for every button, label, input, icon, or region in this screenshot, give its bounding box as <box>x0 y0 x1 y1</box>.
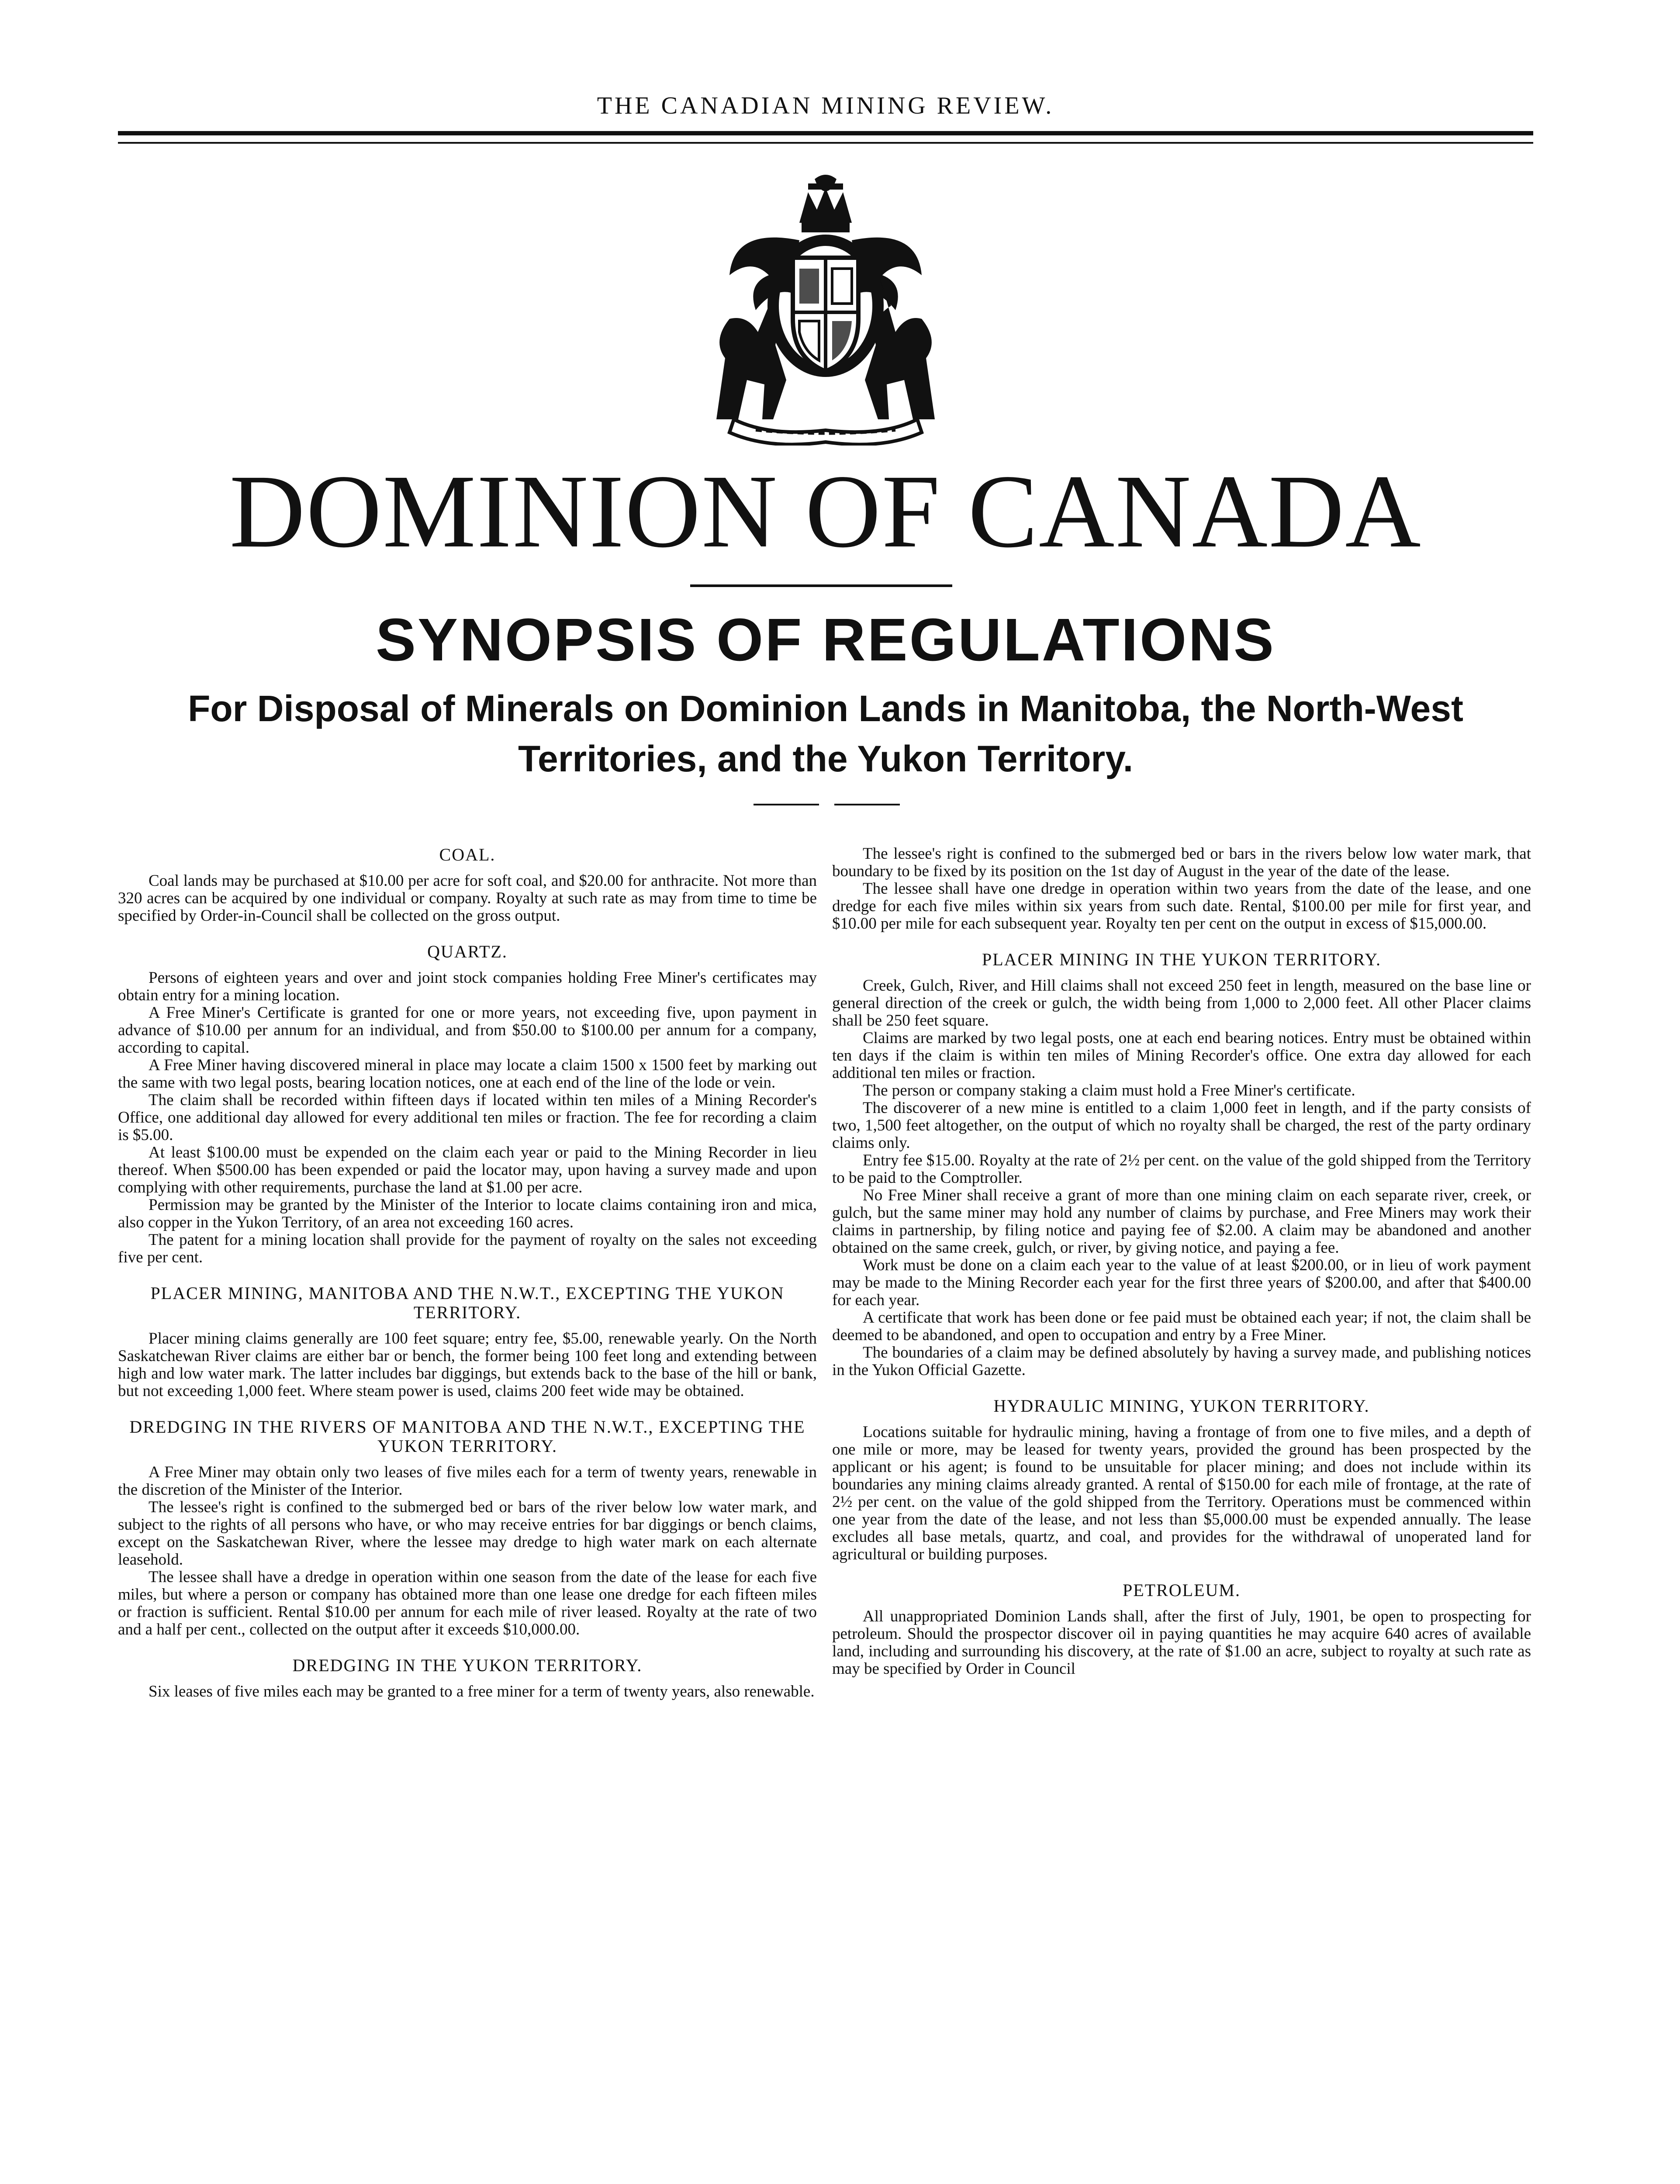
left-column <box>118 845 817 1700</box>
section-paragraph: The lessee shall have one dredge in operation within two years from the date of the lease, and one dredge for each five miles within six years from such date. Rental, $100.00 per mile for first year, and $10.00 per mile for each subsequent year. Royalty ten per cent on the output in excess of $15,000.00. <box>832 880 1531 933</box>
page-title: DOMINION OF CANADA <box>229 453 1422 569</box>
title-divider <box>690 584 952 587</box>
section-paragraph: A certificate that work has been done or fee paid must be obtained each year; if not, the claim shall be deemed to be abandoned, and open to occupation and entry by a Free Miner. <box>832 1309 1531 1344</box>
running-head: THE CANADIAN MINING REVIEW. <box>597 92 1054 119</box>
section-paragraph: A Free Miner having discovered mineral in place may locate a claim 1500 x 1500 feet by marking out the same with two legal posts, bearing location notices, one at each end of the line of the lode or vein. <box>118 1056 817 1092</box>
section-heading: COAL. <box>439 845 496 864</box>
right-column <box>832 845 1531 1678</box>
section-paragraph: The discoverer of a new mine is entitled to a claim 1,000 feet in length, and if the party consists of two, 1,500 feet altogether, on the output of which no royalty shall be charged, the rest of the party ordinary claims only. <box>832 1099 1531 1152</box>
section-paragraph: A Free Miner's Certificate is granted for one or more years, not exceeding five, upon payment in advance of $10.00 per annum for an individual, and from $50.00 to $100.00 per annum for a company, according to capital. <box>118 1004 817 1057</box>
section-paragraph: The patent for a mining location shall provide for the payment of royalty on the sales not exceeding five per cent. <box>118 1231 817 1266</box>
section-paragraph: The lessee shall have a dredge in operation within one season from the date of the lease for each five miles, but where a person or company has obtained more than one lease one dredge for each fifteen miles or fraction is sufficient. Rental $10.00 per annum for each mile of river leased. Royalty at the rate of two and a half per cent., collected on the output after it exceeds $10,000.00. <box>118 1568 817 1638</box>
section-heading: PLACER MINING, MANITOBA AND THE N.W.T., EXCEPTING THE YUKON TERRITORY. <box>150 1283 785 1322</box>
divider-right <box>834 804 900 805</box>
section-paragraph: The lessee's right is confined to the submerged bed or bars of the river below low water mark, and subject to the rights of all persons who have, or who may receive entries for bar diggings or bench claims, except on the Saskatchewan River, where the lessee may dredge to high water mark on each alternate leasehold. <box>118 1498 817 1569</box>
subtitle: SYNOPSIS OF REGULATIONS <box>376 606 1276 674</box>
section-paragraph: Work must be done on a claim each year to the value of at least $200.00, or in lieu of work payment may be made to the Mining Recorder each year for the first three years of $200.00, and after that $400.00 for each year. <box>832 1256 1531 1309</box>
section-paragraph: Coal lands may be purchased at $10.00 per acre for soft coal, and $20.00 for anthracite. Not more than 320 acres can be acquired by one individual or company. Royalty at such rate as may from time to time be specified by Order-in-Council shall be collected on the gross output. <box>118 872 817 925</box>
section-paragraph: Persons of eighteen years and over and joint stock companies holding Free Miner's certificates may obtain entry for a mining location. <box>118 969 817 1004</box>
section-heading: PETROLEUM. <box>1123 1580 1241 1600</box>
divider-left <box>754 804 819 805</box>
section-heading: DREDGING IN THE YUKON TERRITORY. <box>292 1655 643 1675</box>
royal-coat-of-arms-icon <box>681 175 970 446</box>
section-paragraph: Locations suitable for hydraulic mining, having a frontage of from one to five miles, and a depth of one mile or more, may be leased for twenty years, provided the ground has been prospected by the applicant or his agent; is found to be unsuitable for placer mining; and does not include within its boundaries any mining claims already granted. A rental of $150.00 for each mile of frontage, at the rate of 2½ per cent. on the value of the gold shipped from the Territory. Operations must be commenced within one year from the date of the lease, and not less than $5,000.00 must be expended annually. The lease excludes all base metals, quartz, and coal, and provides for the withdrawal of unoperated land for agricultural or building purposes. <box>832 1423 1531 1563</box>
section-paragraph: At least $100.00 must be expended on the claim each year or paid to the Mining Recorder in lieu thereof. When $500.00 has been expended or paid the locator may, upon having a survey made and upon complying with other requirements, purchase the land at $1.00 per acre. <box>118 1144 817 1196</box>
header-rule-thin <box>118 142 1533 144</box>
section-heading: HYDRAULIC MINING, YUKON TERRITORY. <box>993 1396 1370 1416</box>
header-rule-thick <box>118 131 1533 135</box>
section-paragraph: The lessee's right is confined to the submerged bed or bars in the rivers below low water mark, that boundary to be fixed by its position on the 1st day of August in the year of the date of the lease. <box>832 845 1531 880</box>
section-paragraph: No Free Miner shall receive a grant of more than one mining claim on each separate river, creek, or gulch, but the same miner may hold any number of claims by purchase, and Free Miners may work their claims in partnership, by filing notice and paying fee of $2.00. A claim may be abandoned and another obtained on the same creek, gulch, or river, by giving notice, and paying a fee. <box>832 1186 1531 1257</box>
section-paragraph: Six leases of five miles each may be granted to a free miner for a term of twenty years, also renewable. <box>149 1683 815 1700</box>
section-paragraph: The boundaries of a claim may be defined absolutely by having a survey made, and publishing notices in the Yukon Official Gazette. <box>832 1344 1531 1379</box>
section-paragraph: Claims are marked by two legal posts, one at each end bearing notices. Entry must be obtained within ten days if the claim is within ten miles of Mining Recorder's office. One extra day allowed for each additional ten miles or fraction. <box>832 1029 1531 1082</box>
section-heading: PLACER MINING IN THE YUKON TERRITORY. <box>982 950 1382 969</box>
section-paragraph: The person or company staking a claim must hold a Free Miner's certificate. <box>863 1082 1355 1099</box>
section-paragraph: Placer mining claims generally are 100 feet square; entry fee, $5.00, renewable yearly. On the North Saskatchewan River claims are either bar or bench, the former being 100 feet long and extending between high and low water mark. The latter includes bar diggings, but extends back to the base of the hill or bank, but not exceeding 1,000 feet. Where steam power is used, claims 200 feet wide may be obtained. <box>118 1330 817 1400</box>
tagline: For Disposal of Minerals on Dominion Lands in Manitoba, the North-West Territories, and the Yukon Territory. <box>188 688 1463 779</box>
section-paragraph: A Free Miner may obtain only two leases of five miles each for a term of twenty years, renewable in the discretion of the Minister of the Interior. <box>118 1463 817 1499</box>
section-paragraph: Creek, Gulch, River, and Hill claims shall not exceed 250 feet in length, measured on the base line or general direction of the creek or gulch, the width being from 1,000 to 2,000 feet. All other Placer claims shall be 250 feet square. <box>832 977 1531 1030</box>
section-paragraph: The claim shall be recorded within fifteen days if located within ten miles of a Mining Recorder's Office, one additional day allowed for every additional ten miles or fraction. The fee for recording a claim is $5.00. <box>118 1091 817 1144</box>
section-heading: DREDGING IN THE RIVERS OF MANITOBA AND THE N.W.T., EXCEPTING THE YUKON TERRITORY. <box>129 1417 805 1456</box>
section-paragraph: Entry fee $15.00. Royalty at the rate of 2½ per cent. on the value of the gold shipped from the Territory to be paid to the Comptroller. <box>832 1151 1531 1187</box>
section-paragraph: Permission may be granted by the Minister of the Interior to locate claims containing iron and mica, also copper in the Yukon Territory, of an area not exceeding 160 acres. <box>118 1196 817 1231</box>
section-heading: QUARTZ. <box>427 942 508 961</box>
section-paragraph: All unappropriated Dominion Lands shall, after the first of July, 1901, be open to prospecting for petroleum. Should the prospector discover oil in paying quantities he may acquire 640 acres of available land, including and surrounding his discovery, at the rate of $1.00 an acre, subject to royalty at such rate as may be specified by Order in Council <box>832 1607 1531 1678</box>
